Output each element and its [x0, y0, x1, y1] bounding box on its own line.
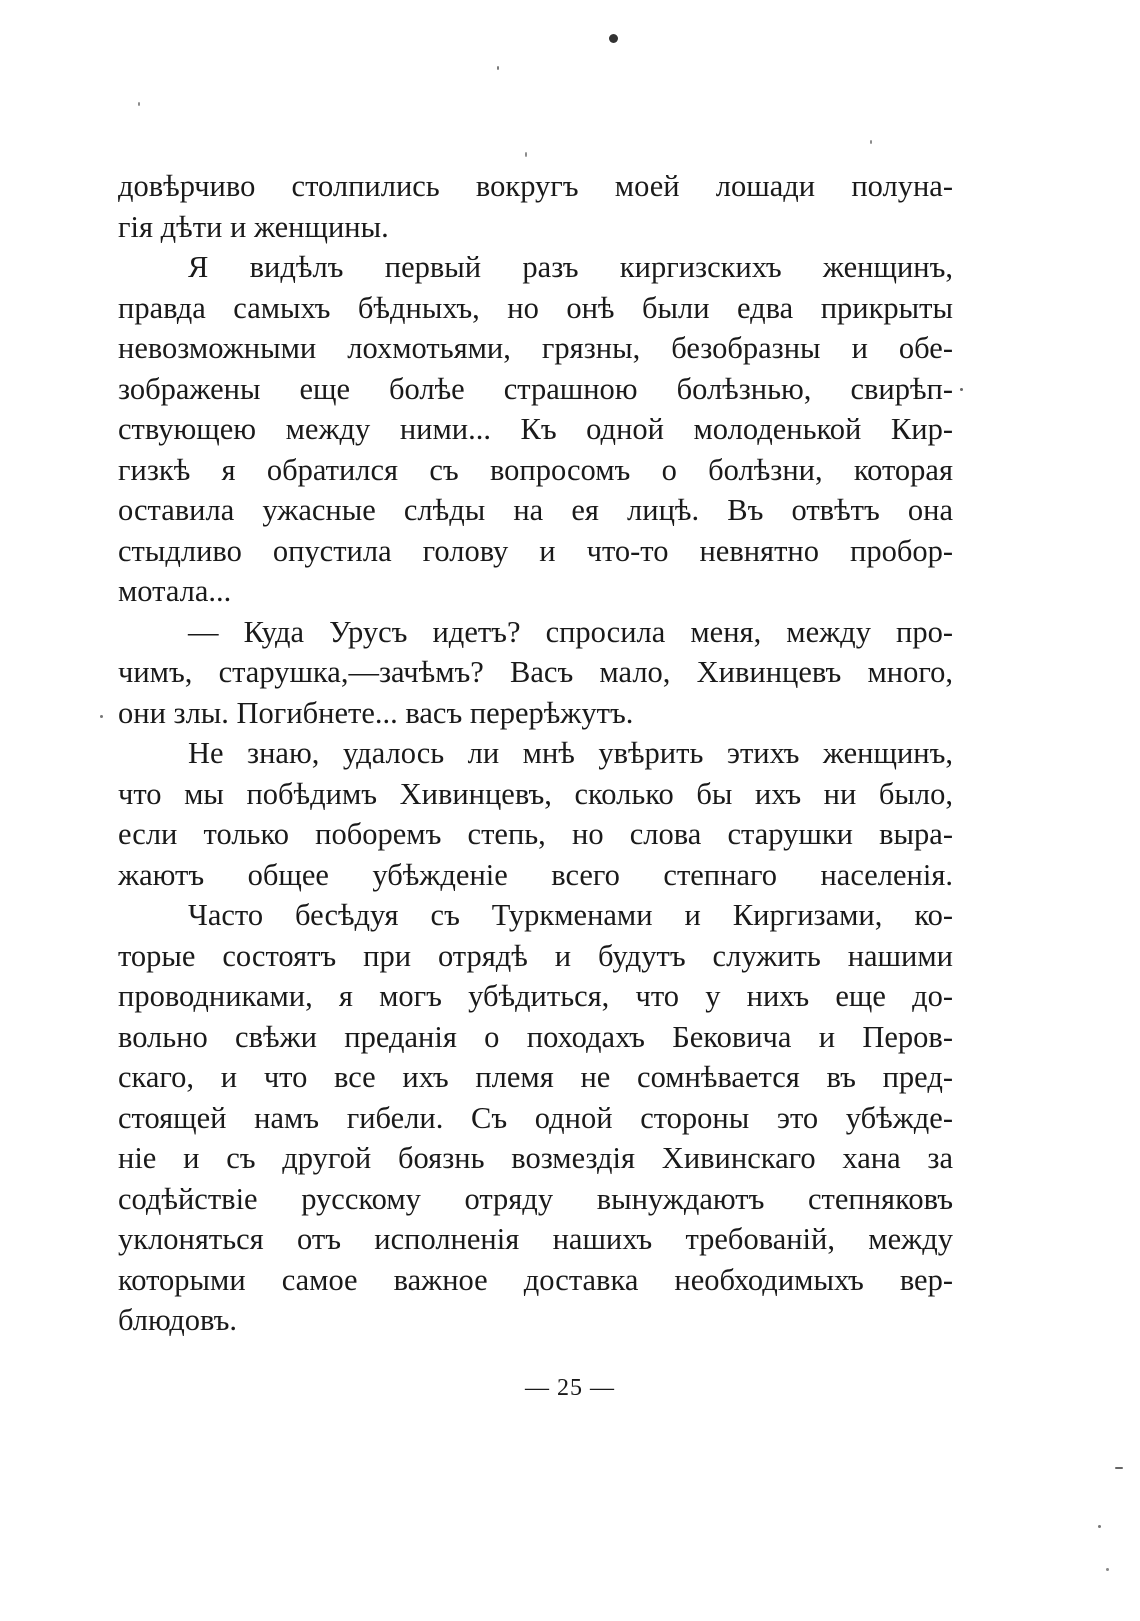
text-line: жаютъ общее убѣжденіе всего степнаго населенія. [118, 857, 953, 892]
scan-speck [1098, 1525, 1101, 1528]
text-line: мотала... [118, 574, 232, 608]
scan-speck [1115, 1467, 1123, 1469]
text-line: торые состоятъ при отрядѣ и будутъ служить нашими [118, 938, 953, 973]
page-number: — 25 — [525, 1375, 615, 1401]
text-line: чимъ, старушка,—зачѣмъ? Васъ мало, Хивинцевъ много, [118, 655, 953, 689]
text-line: стоящей намъ гибели. Съ одной стороны это убѣжде- [118, 1100, 953, 1135]
text-line: если только поборемъ степь, но слова старушки выра- [118, 817, 953, 851]
scan-speck [960, 388, 963, 391]
text-line: гизкѣ я обратился съ вопросомъ о болѣзни, которая [118, 452, 953, 487]
scan-speck [138, 102, 140, 106]
body-text [118, 166, 953, 1341]
text-line: Не знаю, удалось ли мнѣ увѣрить этихъ женщинъ, [188, 736, 953, 770]
text-line: скаго, и что все ихъ племя не сомнѣвается въ пред- [118, 1060, 953, 1094]
text-line: невозможными лохмотьями, грязны, безобразны и обе- [118, 331, 953, 365]
scan-speck [525, 152, 527, 157]
ink-dot [609, 34, 618, 43]
text-line: которыми самое важное доставка необходимыхъ вер- [118, 1262, 953, 1297]
text-line: — Куда Урусъ идетъ? спросила меня, между про- [188, 614, 953, 649]
text-line: содѣйствіе русскому отряду вынуждаютъ степняковъ [118, 1181, 953, 1216]
scan-speck [497, 66, 499, 70]
text-line: ніе и съ другой боязнь возмездія Хивинскаго хана за [118, 1141, 953, 1175]
text-line: вольно свѣжи преданія о походахъ Бековича и Перов- [118, 1019, 953, 1054]
scan-speck [1106, 1568, 1109, 1571]
paragraph [118, 247, 953, 612]
text-line: блюдовъ. [118, 1303, 238, 1337]
paragraph [118, 895, 953, 1341]
scan-speck [100, 715, 103, 718]
scan-speck [870, 140, 872, 144]
text-line: стыдливо опустила голову и что-то невнятно пробор- [118, 533, 953, 568]
text-line: что мы побѣдимъ Хивинцевъ, сколько бы ихъ ни было, [118, 776, 953, 811]
text-line: правда самыхъ бѣдныхъ, но онѣ были едва прикрыты [118, 290, 953, 325]
text-line: Я видѣлъ первый разъ киргизскихъ женщинъ, [188, 250, 953, 284]
text-line: довѣрчиво столпились вокругъ моей лошади полуна- [118, 169, 953, 203]
text-line: гія дѣти и женщины. [118, 209, 389, 244]
paragraph [118, 166, 953, 247]
text-line: они злы. Погибнете... васъ перерѣжутъ. [118, 695, 634, 730]
text-line: ствующею между ними... Къ одной молоденькой Кир- [118, 412, 953, 446]
text-line: Часто бесѣдуя съ Туркменами и Киргизами, ко- [188, 898, 953, 932]
text-line: зображены еще болѣе страшною болѣзнью, свирѣп- [118, 371, 953, 406]
paragraph [118, 612, 953, 734]
paragraph [118, 733, 953, 895]
text-line: уклоняться отъ исполненія нашихъ требованій, между [118, 1222, 953, 1256]
text-line: проводниками, я могъ убѣдиться, что у нихъ еще до- [118, 979, 953, 1013]
text-line: оставила ужасные слѣды на ея лицѣ. Въ отвѣтъ она [118, 493, 953, 527]
